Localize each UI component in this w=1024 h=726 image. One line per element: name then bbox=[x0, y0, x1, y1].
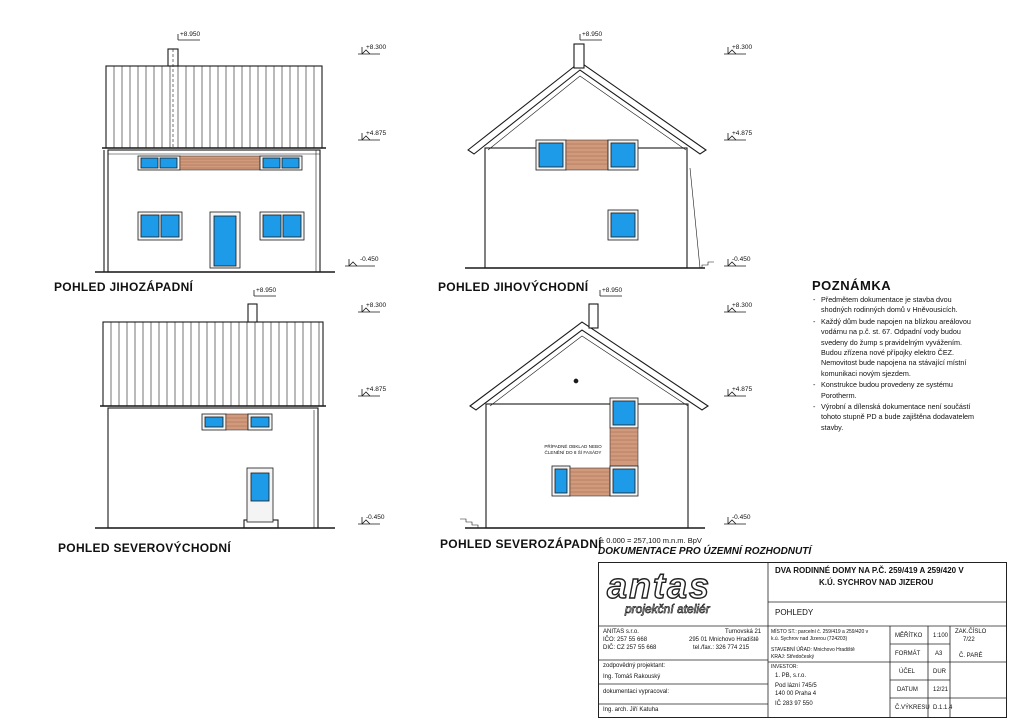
level-ground-1: -0.450 bbox=[360, 256, 379, 263]
office-label: STAVEBNÍ ÚŘAD: Mnichovo Hradiště bbox=[771, 647, 855, 653]
company-phone: tel./fax.: 326 774 215 bbox=[693, 645, 750, 651]
level-eave-3: +4.875 bbox=[366, 386, 387, 393]
site-value: k.ú. Sychrov nad Jizerou (724203) bbox=[771, 636, 848, 642]
level-ridge-3: +8.300 bbox=[366, 302, 387, 309]
level-ground-3: -0.450 bbox=[366, 514, 385, 521]
view-label-southeast: POHLED JIHOVÝCHODNÍ bbox=[438, 280, 589, 294]
purpose-label: ÚČEL bbox=[899, 669, 916, 675]
note-item: - Výrobní a dílenská dokumentace není součástí tohoto stupně PD a bude zajištěna dodavatelem stavby. bbox=[812, 402, 982, 433]
level-ground-2: -0.450 bbox=[732, 256, 751, 263]
logo-main: antas bbox=[607, 565, 712, 606]
view-label-northeast: POHLED SEVEROVÝCHODNÍ bbox=[58, 541, 231, 555]
resp-label: zodpovědný projektant: bbox=[603, 663, 666, 669]
format-value: A3 bbox=[935, 651, 943, 657]
drawn-name: Ing. arch. Jiří Katuha bbox=[603, 707, 659, 713]
doc-heading: DOKUMENTACE PRO ÚZEMNÍ ROZHODNUTÍ bbox=[598, 546, 812, 557]
scale-label: MĚŘÍTKO bbox=[895, 633, 923, 639]
view-label-northwest: POHLED SEVEROZÁPADNÍ bbox=[440, 537, 602, 551]
level-top-4: +8.950 bbox=[602, 287, 623, 294]
level-ridge-4: +8.300 bbox=[732, 302, 753, 309]
drawing-name: POHLEDY bbox=[775, 608, 814, 617]
company-logo bbox=[607, 565, 761, 621]
company-name: ANITAS s.r.o. bbox=[603, 629, 639, 635]
investor-name: 1. PB, s.r.o. bbox=[775, 673, 807, 679]
logo-sub: projekční ateliér bbox=[625, 602, 710, 616]
drawing-no-label: Č.VÝKRESU bbox=[895, 705, 930, 711]
investor-street: Pod lázní 745/5 bbox=[775, 683, 817, 689]
drawn-label: dokumentaci vypracoval: bbox=[603, 689, 670, 695]
level-ground-4: -0.450 bbox=[732, 514, 751, 521]
investor-ic: IČ 283 97 550 bbox=[775, 701, 813, 707]
level-eave-4: +4.875 bbox=[732, 386, 753, 393]
note-item: - Každý dům bude napojen na blízkou areálovou vodárnu na p.č. st. 67. Odpadní vody budou svedeny do žump s pravidelným vyvážením. Budou zřízena nové přípojky elektro ČEZ. Nemovitost bude napojena na stávající místní komunikaci novým sjezdem. bbox=[812, 317, 982, 379]
site-label: MÍSTO ST.: parcelní č. 259/419 a 259/420 v bbox=[771, 629, 869, 635]
company-street: Turnovská 21 bbox=[725, 629, 762, 635]
order-label: ZAK.ČÍSLO bbox=[955, 629, 987, 635]
view-label-southwest: POHLED JIHOZÁPADNÍ bbox=[54, 280, 194, 294]
level-ridge-1: +8.300 bbox=[366, 44, 387, 51]
investor-city: 140 00 Praha 4 bbox=[775, 691, 817, 697]
company-ico: IČO: 257 55 668 bbox=[603, 637, 648, 643]
project-line-2: K.Ú. SYCHROV NAD JIZEROU bbox=[819, 578, 934, 587]
purpose-value: DUR bbox=[933, 669, 946, 675]
level-eave-1: +4.875 bbox=[366, 130, 387, 137]
scale-value: 1:100 bbox=[933, 633, 949, 639]
investor-label: INVESTOR: bbox=[771, 664, 798, 670]
note-title: POZNÁMKA bbox=[812, 278, 892, 293]
order-value: 7/22 bbox=[963, 637, 975, 643]
resp-name: Ing. Tomáš Rakouský bbox=[603, 674, 661, 680]
note-item: - Předmětem dokumentace je stavba dvou shodných rodinných domů v Hněvousicích. bbox=[812, 295, 982, 316]
drawing-no-value: D.1.1.4 bbox=[933, 705, 953, 711]
level-top-2: +8.950 bbox=[582, 31, 603, 38]
level-top-1: +8.950 bbox=[180, 31, 201, 38]
level-eave-2: +4.875 bbox=[732, 130, 753, 137]
note-list bbox=[812, 295, 982, 434]
company-dic: DIČ: CZ 257 55 668 bbox=[603, 645, 657, 651]
title-block bbox=[598, 562, 1007, 718]
date-value: 12/21 bbox=[933, 687, 949, 693]
format-label: FORMÁT bbox=[895, 651, 921, 657]
level-ridge-2: +8.300 bbox=[732, 44, 753, 51]
company-city: 295 01 Mnichovo Hradiště bbox=[689, 637, 759, 643]
wall-note: PŘÍPADNÉ OBKLAD NEBO ČLENĚNÍ DO 8 ŠÍ FASÁDY bbox=[544, 444, 602, 455]
datum-note: ± 0.000 = 257,100 m.n.m. BpV bbox=[600, 536, 702, 545]
note-item: - Konstrukce budou provedeny ze systému Porotherm. bbox=[812, 380, 982, 401]
region-label: KRAJ: Středočeský bbox=[771, 654, 815, 660]
copy-label: Č. PARÉ bbox=[959, 653, 983, 659]
level-top-3: +8.950 bbox=[256, 287, 277, 294]
project-line-1: DVA RODINNÉ DOMY NA P.Č. 259/419 A 259/420 V bbox=[775, 566, 964, 575]
date-label: DATUM bbox=[897, 687, 918, 693]
